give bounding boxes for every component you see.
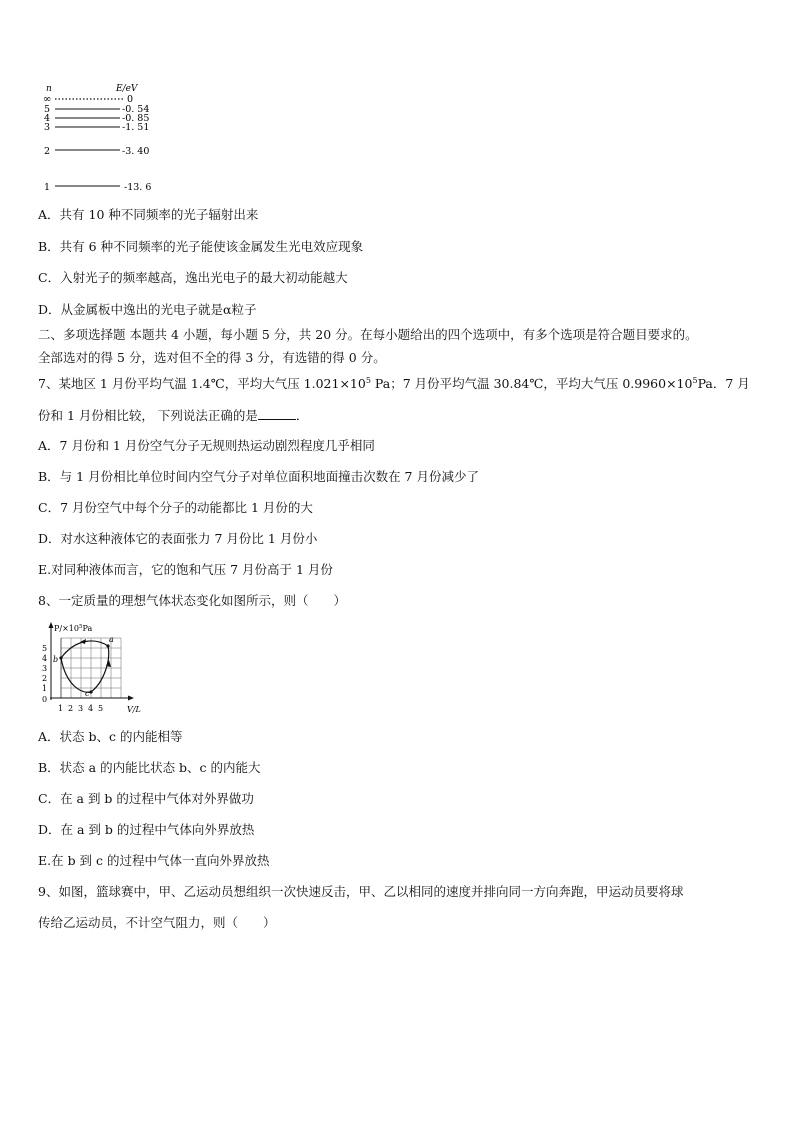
q9-stem-line1: 9、如图，篮球赛中，甲、乙运动员想组织一次快速反击，甲、乙以相同的速度并排向同一方向奔跑，甲运动员要将球: [38, 884, 684, 899]
q7-option-a: A．7 月份和 1 月份空气分子无规则热运动剧烈程度几乎相同: [38, 438, 375, 453]
level-n-inf: ∞: [43, 94, 52, 105]
q7-stem-line2: [38, 407, 308, 424]
level-e-3: -1. 51: [122, 122, 150, 133]
pv-x-arrow: [128, 696, 134, 701]
level-e-2: -3. 40: [122, 146, 150, 157]
pv-curve-ca: [91, 646, 109, 692]
pv-x-tick-5: 5: [98, 704, 104, 713]
pv-y-label: $P/\times 10^5Pa$: [54, 624, 93, 633]
pv-label-a: a: [109, 635, 114, 644]
pv-y-tick-4: 4: [42, 654, 48, 663]
pv-x-tick-2: 2: [68, 704, 74, 713]
pv-x-tick-1: 1: [58, 704, 64, 713]
q8-option-e: E.在 b 到 c 的过程中气体一直向外界放热: [38, 853, 270, 868]
level-e-5: -0. 54: [122, 104, 150, 115]
q8-stem: 8、一定质量的理想气体状态变化如图所示，则（ ）: [38, 593, 346, 608]
q7-option-b: B．与 1 月份相比单位时间内空气分子对单位面积地面撞击次数在 7 月份减少了: [38, 469, 479, 484]
q7-exp1: 5: [365, 375, 371, 385]
pv-y-arrow: [49, 622, 54, 628]
q7-stem-line1: [38, 376, 750, 392]
q7-option-d: D．对水这种液体它的表面张力 7 月份比 1 月份小: [38, 531, 318, 546]
level-e-4: -0. 85: [122, 113, 150, 124]
level-e-inf: 0: [127, 94, 134, 105]
q7-stem-part3: Pa．7 月: [697, 376, 750, 391]
level-n-5: 5: [44, 104, 51, 115]
q7-exp2: 5: [692, 375, 698, 385]
energy-axis-label: E/eV: [116, 84, 138, 94]
pv-point-b: [59, 656, 62, 659]
n-axis-label: n: [46, 84, 52, 94]
q8-option-a: A．状态 b、c 的内能相等: [38, 729, 183, 744]
pv-graph: [36, 620, 146, 716]
pv-grid: [61, 638, 121, 698]
section2-instruction-line1: 二、多项选择题 本题共 4 小题，每小题 5 分，共 20 分。在每小题给出的四个选项中，有多个选项是符合题目要求的。: [38, 327, 698, 342]
pv-x-label: V/L: [127, 705, 141, 714]
q6-option-a: A．共有 10 种不同频率的光子辐射出来: [38, 207, 259, 222]
pv-y-tick-1: 1: [42, 684, 48, 693]
pv-origin: 0: [42, 695, 48, 704]
level-n-4: 4: [44, 113, 51, 124]
pv-point-a: [106, 644, 109, 647]
pv-y-tick-3: 3: [42, 664, 48, 673]
energy-level-diagram: [38, 82, 178, 194]
q6-option-d: D．从金属板中逸出的光电子就是α粒子: [38, 302, 257, 317]
q7-stem-line2-end: ．: [295, 408, 309, 423]
level-n-2: 2: [44, 146, 51, 157]
pv-point-c: [89, 690, 92, 693]
q8-option-b: B．状态 a 的内能比状态 b、c 的内能大: [38, 760, 261, 775]
pv-y-tick-5: 5: [42, 644, 48, 653]
pv-x-tick-4: 4: [88, 704, 94, 713]
level-n-3: 3: [44, 122, 51, 133]
section2-instruction-line2: 全部选对的得 5 分，选对但不全的得 3 分，有选错的得 0 分。: [38, 350, 386, 365]
level-e-1: -13. 6: [124, 182, 152, 193]
pv-arrow-ca: [106, 660, 111, 667]
q9-stem-line2: 传给乙运动员，不计空气阻力，则（ ）: [38, 915, 276, 930]
q6-option-b: B．共有 6 种不同频率的光子能使该金属发生光电效应现象: [38, 239, 364, 254]
q8-option-d: D．在 a 到 b 的过程中气体向外界放热: [38, 822, 255, 837]
q7-option-e: E.对同种液体而言，它的饱和气压 7 月份高于 1 月份: [38, 562, 333, 577]
pv-curve-bc: [61, 658, 91, 692]
q7-option-c: C．7 月份空气中每个分子的动能都比 1 月份的大: [38, 500, 313, 515]
q7-answer-blank: [258, 407, 296, 420]
q7-stem-line2-text: 份和 1 月份相比较， 下列说法正确的是: [38, 408, 258, 423]
q6-option-c: C．入射光子的频率越高，逸出光电子的最大初动能越大: [38, 270, 348, 285]
q8-option-c: C．在 a 到 b 的过程中气体对外界做功: [38, 791, 254, 806]
pv-y-tick-2: 2: [42, 674, 48, 683]
pv-x-tick-3: 3: [78, 704, 84, 713]
q7-stem-part1: 7、某地区 1 月份平均气温 1.4℃，平均大气压 1.021×10: [38, 376, 366, 391]
level-n-1: 1: [44, 182, 51, 193]
q7-stem-part2: Pa；7 月份平均气温 30.84℃，平均大气压 0.9960×10: [370, 376, 693, 391]
pv-label-b: b: [53, 655, 59, 664]
pv-label-c: c: [85, 689, 90, 698]
